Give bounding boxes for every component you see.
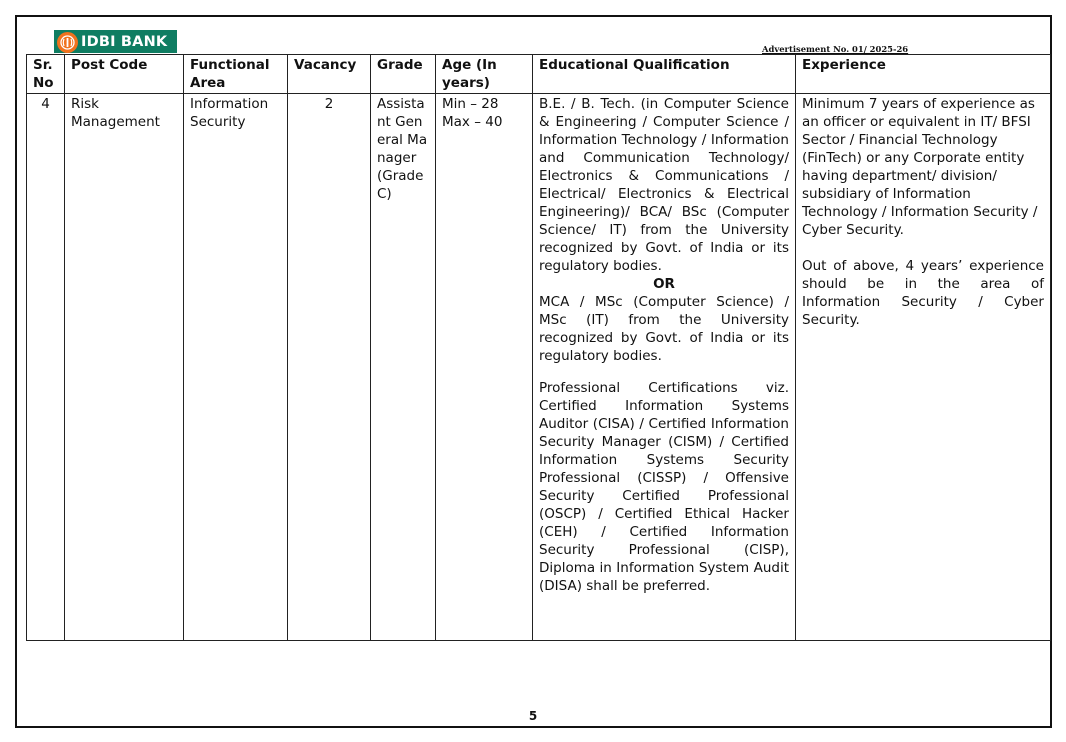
experience-domain: Out of above, 4 years’ experience should be in the area of Information Security / Cyber Security. — [802, 258, 1044, 328]
cell-experience — [796, 94, 1051, 641]
header-functional-area: Functional Area — [184, 55, 288, 94]
cell-grade: Assistant General Manager (Grade C) — [371, 94, 436, 641]
header-experience: Experience — [796, 55, 1051, 94]
idbi-bank-logo — [54, 30, 177, 53]
advertisement-number: Advertisement No. 01/ 2025-26 — [762, 44, 909, 54]
cell-sr-no: 4 — [27, 94, 65, 641]
cell-vacancy: 2 — [288, 94, 371, 641]
header-vacancy: Vacancy — [288, 55, 371, 94]
qualification-certifications: Professional Certifications viz. Certified Information Systems Auditor (CISA) / Certified Information Security Manager (CISM) / Certified Information Systems Security Professional (CISSP) / Offensive Security Certified Professional (OSCP) / Certified Ethical Hacker (CEH) / Certified Information Security Professional (CISP), Diploma in Information System Audit (DISA) shall be preferred. — [539, 380, 789, 594]
bank-emblem-icon — [57, 32, 78, 53]
page-number: 5 — [528, 709, 538, 723]
header-educational-qualification: Educational Qualification — [533, 55, 796, 94]
header-grade: Grade — [371, 55, 436, 94]
table-row — [27, 94, 1051, 641]
cell-educational-qualification — [533, 94, 796, 641]
qualification-or: OR — [653, 276, 675, 292]
table-header-row — [27, 55, 1051, 94]
age-min: Min – 28 — [442, 96, 499, 112]
age-max: Max – 40 — [442, 114, 503, 130]
cell-functional-area: Information Security — [184, 94, 288, 641]
logo-text: IDBI BANK — [81, 33, 168, 50]
cell-post-code: Risk Management — [65, 94, 184, 641]
header-post-code: Post Code — [65, 55, 184, 94]
header-age: Age (In years) — [436, 55, 533, 94]
experience-minimum: Minimum 7 years of experience as an officer or equivalent in IT/ BFSI Sector / Financial Technology (FinTech) or any Corporate entity having department/ division/ subsidiary of Information Technology / Information Security / Cyber Security. — [802, 96, 1038, 238]
cell-age — [436, 94, 533, 641]
vacancy-table — [26, 54, 1051, 641]
qualification-degree: B.E. / B. Tech. (in Computer Science & Engineering / Computer Science / Information Technology / Information and Communication Technology/ Electronics & Communications / Electrical/ Electronics & Electrical Engineering)/ BCA/ BSc (Computer Science/ IT) from the University recognized by Govt. of India or its regulatory bodies. — [539, 96, 789, 274]
header-sr-no: Sr. No — [27, 55, 65, 94]
qualification-postgraduate: MCA / MSc (Computer Science) / MSc (IT) from the University recognized by Govt. of India or its regulatory bodies. — [539, 294, 789, 364]
